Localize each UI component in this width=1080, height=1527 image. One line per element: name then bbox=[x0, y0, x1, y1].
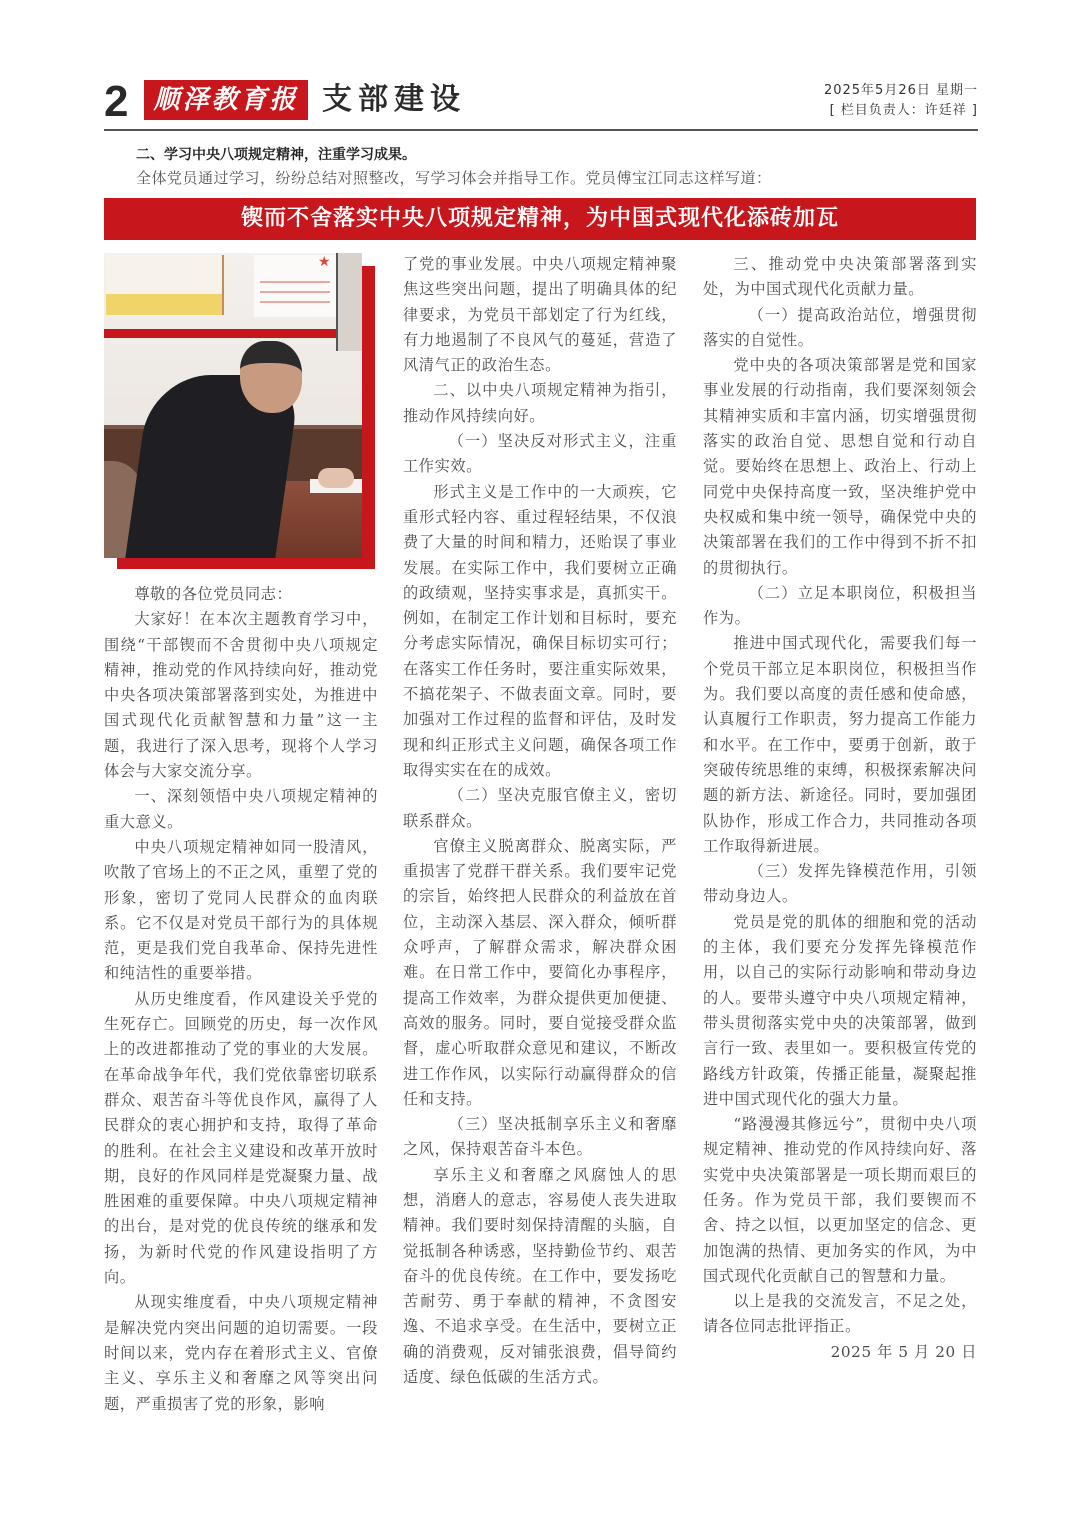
paragraph: 大家好！在本次主题教育学习中，围绕“干部锲而不舍贯彻中央八项规定精神，推动党的作风持续向好，推动党中央各项决策部署落到实处，为推进中国式现代化贡献智慧和力量”这一主题，我进行了深入思考，现将个人学习体会与大家交流分享。 bbox=[104, 610, 378, 781]
subsection-heading: （三）坚决抵制享乐主义和奢靡之风，保持艰苦奋斗本色。 bbox=[403, 1115, 677, 1159]
paragraph: 党员是党的肌体的细胞和党的活动的主体，我们要充分发挥先锋模范作用，以自己的实际行动影响和带动身边的人。要带头遵守中央八项规定精神，带头贯彻落实党中央的决策部署，做到言行一致、表里如一。要积极宣传党的路线方针政策，传播正能量，凝聚起推进中国式现代化的强大力量。 bbox=[703, 912, 977, 1108]
section-title: 支部建设 bbox=[322, 82, 466, 117]
subsection-heading: （二）坚决克服官僚主义，密切联系群众。 bbox=[403, 786, 677, 830]
paragraph: 形式主义是工作中的一大顽疾，它重形式轻内容、重过程轻结果，不仅浪费了大量的时间和精力，还贻误了事业发展。在实际工作中，我们要树立正确的政绩观，坚持实事求是，真抓实干。例如，在制定工作计划和目标时，要充分考虑实际情况，确保目标切实可行；在落实工作任务时，要注重实际效果，不搞花架子、不做表面文章。同时，要加强对工作过程的监督和评估，及时发现和纠正形式主义问题，确保各项工作取得实实在在的成效。 bbox=[403, 482, 677, 779]
paragraph: 享乐主义和奢靡之风腐蚀人的思想，消磨人的意志，容易使人丧失进取精神。我们要时刻保持清醒的头脑，自觉抵制各种诱惑，坚持勤俭节约、艰苦奋斗的优良传统。在工作中，要发扬吃苦耐劳、勇于奉献的精神，不贪图安逸、不追求享受。在生活中，要树立正确的消费观，反对铺张浪费，倡导简约适度、绿色低碳的生活方式。 bbox=[403, 1165, 677, 1387]
paragraph: 从历史维度看，作风建设关乎党的生死存亡。回顾党的历史，每一次作风上的改进都推动了党的事业的大发展。在革命战争年代，我们党依靠密切联系群众、艰苦奋斗等优良作风，赢得了人民群众的衷心拥护和支持，取得了革命的胜利。在社会主义建设和改革开放时期，良好的作风同样是党凝聚力量、战胜困难的重要保障。中央八项规定精神的出台，是对党的优良传统的继承和发扬，为新时代党的作风建设指明了方向。 bbox=[104, 989, 378, 1287]
paragraph: 推进中国式现代化，需要我们每一个党员干部立足本职岗位，积极担当作为。我们要以高度的责任感和使命感，认真履行工作职责，努力提高工作能力和水平。在工作中，要勇于创新，敢于突破传统思维的束缚，积极探索解决问题的新方法、新途径。同时，要加强团队协作，形成工作合力，共同推动各项工作取得新进展。 bbox=[703, 634, 977, 855]
article-title-banner: 锲而不舍落实中央八项规定精神，为中国式现代化添砖加瓦 bbox=[104, 198, 976, 240]
paragraph-continued: 了党的事业发展。中央八项规定精神聚焦这些突出问题，提出了明确具体的纪律要求，为党员干部划定了行为红线，有力地遏制了不良风气的蔓延，营造了风清气正的政治生态。 bbox=[403, 255, 677, 375]
header-divider bbox=[104, 129, 978, 131]
paragraph: 从现实维度看，中央八项规定精神是解决党内突出问题的迫切需要。一段时间以来，党内存在着形式主义、官僚主义、享乐主义和奢靡之风等突出问题，严重损害了党的形象，影响 bbox=[104, 1293, 378, 1413]
intro-heading: 二、学习中央八项规定精神，注重学习成果。 bbox=[136, 147, 416, 163]
salutation: 尊敬的各位党员同志： bbox=[134, 585, 293, 603]
subsection-heading: （一）坚决反对形式主义，注重工作实效。 bbox=[403, 432, 677, 476]
page-number: 2 bbox=[104, 77, 129, 126]
section-heading: 三、推动党中央决策部署落到实处，为中国式现代化贡献力量。 bbox=[703, 255, 977, 299]
intro-text: 全体党员通过学习，纷纷总结对照整改，写学习体会并指导工作。党员傅宝江同志这样写道： bbox=[136, 169, 772, 187]
section-heading: 一、深刻领悟中央八项规定精神的重大意义。 bbox=[104, 787, 378, 831]
subsection-heading: （三）发挥先锋模范作用，引领带动身边人。 bbox=[703, 862, 977, 906]
signature-date: 2025 年 5 月 20 日 bbox=[830, 1342, 977, 1361]
paragraph: 官僚主义脱离群众、脱离实际，严重损害了党群干群关系。我们要牢记党的宗旨，始终把人民群众的利益放在首位，主动深入基层、深入群众，倾听群众呼声，了解群众需求，解决群众困难。在日常工作中，要简化办事程序，提高工作效率，为群众提供更加便捷、高效的服务。同时，要自觉接受群众监督，虚心听取群众意见和建议，不断改进工作作风，以实际行动赢得群众的信任和支持。 bbox=[403, 836, 677, 1108]
column-editor: [ 栏目负责人：许廷祥 ] bbox=[829, 103, 978, 118]
article-photo bbox=[104, 253, 362, 558]
paragraph: 中央八项规定精神如同一股清风，吹散了官场上的不正之风，重塑了党的形象，密切了党同人民群众的血肉联系。它不仅是对党员干部行为的具体规范，更是我们党自我革命、保持先进性和纯洁性的重要举措。 bbox=[104, 837, 378, 983]
star-icon: ★ bbox=[318, 254, 331, 270]
article-column-2 bbox=[403, 252, 677, 1390]
paragraph: “路漫漫其修远兮”，贯彻中央八项规定精神、推动党的作风持续向好、落实党中央决策部署是一项长期而艰巨的任务。作为党员干部，我们要锲而不舍、持之以恒，以更加坚定的信念、更加饱满的热情、更加务实的作风，为中国式现代化贡献自己的智慧和力量。 bbox=[703, 1115, 977, 1285]
subsection-heading: （一）提高政治站位，增强贯彻落实的自觉性。 bbox=[703, 305, 977, 349]
masthead bbox=[104, 78, 978, 130]
article-column-3 bbox=[703, 252, 977, 1365]
article-column-1 bbox=[104, 582, 378, 1417]
section-heading: 二、以中央八项规定精神为指引，推动作风持续向好。 bbox=[403, 381, 677, 425]
paper-name-logo: 顺泽教育报 bbox=[144, 80, 308, 120]
issue-date: 2025年5月26日 星期一 bbox=[823, 83, 978, 98]
subsection-heading: （二）立足本职岗位，积极担当作为。 bbox=[703, 583, 977, 628]
paragraph: 党中央的各项决策部署是党和国家事业发展的行动指南，我们要深刻领会其精神实质和丰富内涵，切实增强贯彻落实的政治自觉、思想自觉和行动自觉。要始终在思想上、政治上、行动上同党中央保持高度一致，坚决维护党中央权威和集中统一领导，确保党中央的决策部署在我们的工作中得到不折不扣的贯彻执行。 bbox=[703, 356, 977, 577]
closing: 以上是我的交流发言，不足之处，请各位同志批评指正。 bbox=[703, 1292, 977, 1336]
